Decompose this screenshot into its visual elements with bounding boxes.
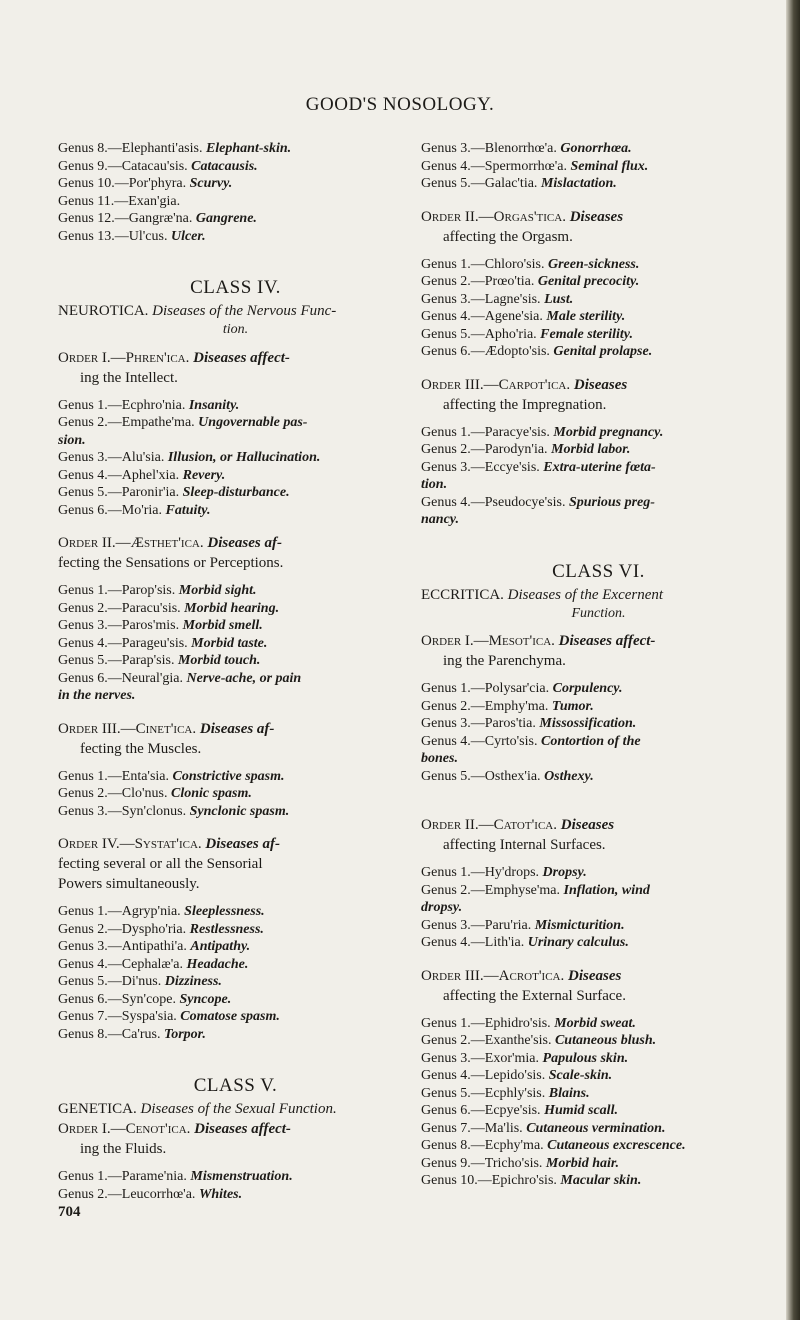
genus-description: Morbid hair.	[545, 1155, 620, 1171]
genus-description: Synclonic spasm.	[189, 803, 290, 819]
genus-name: Genus 3.—Antipathi'a.	[58, 939, 187, 954]
page-edge-shadow	[786, 0, 800, 1320]
genus-description: Mismenstruation.	[190, 1169, 293, 1184]
genus-name: Genus 9.—Catacau'sis.	[58, 158, 188, 174]
genus-entry	[421, 1120, 776, 1138]
genus-name: Genus 4.—Lith'ia.	[421, 935, 525, 950]
genus-description: Ulcer.	[170, 228, 206, 244]
order-heading-cont: fecting the Muscles.	[80, 740, 202, 757]
genus-list	[421, 864, 776, 952]
genus-entry	[421, 1032, 776, 1050]
order-heading-cont: affecting Internal Surfaces.	[443, 837, 606, 853]
genus-description: Corpulency.	[552, 681, 623, 696]
genus-entry	[421, 917, 776, 935]
order-heading-cont: ing the Fluids.	[80, 1141, 167, 1157]
genus-entry	[421, 424, 776, 442]
genus-list	[58, 582, 413, 705]
genus-description: Genital precocity.	[537, 274, 640, 289]
genus-name: Genus 1.—Paracye'sis.	[421, 424, 550, 440]
class-iv-description-cont: tion.	[222, 322, 249, 337]
genus-description: Cutaneous blush.	[554, 1033, 657, 1048]
genus-entry	[421, 715, 776, 733]
genus-description: Morbid sight.	[178, 583, 257, 598]
genus-entry	[58, 973, 413, 991]
order-heading: Order IV.—Systat'ica. Diseases af-	[58, 836, 280, 852]
genus-description: Clonic spasm.	[170, 786, 252, 801]
genus-entry	[58, 652, 413, 670]
genus-name: Genus 1.—Ecphro'nia.	[58, 397, 186, 413]
genus-entry	[421, 1172, 776, 1190]
genus-entry	[58, 617, 413, 635]
genus-entry	[58, 140, 413, 158]
genus-name: Genus 2.—Paracu'sis.	[58, 600, 181, 616]
genus-name: Genus 12.—Gangræ'na.	[58, 211, 193, 226]
genus-description: Papulous skin.	[542, 1050, 629, 1066]
genus-name: Genus 1.—Polysar'cia.	[421, 681, 550, 696]
right-column	[421, 140, 776, 1190]
order-heading-cont: fecting several or all the Sensorial	[58, 856, 263, 872]
genus-description: Headache.	[186, 956, 249, 972]
genus-name: Genus 3.—Paros'mis.	[58, 618, 180, 633]
order-heading-cont: fecting the Sensations or Perceptions.	[58, 555, 284, 571]
page-number: 704	[58, 1204, 81, 1220]
genus-name: Genus 9.—Tricho'sis.	[421, 1155, 543, 1171]
genus-entry	[58, 768, 413, 786]
genus-list	[58, 903, 413, 1043]
genus-entry	[421, 441, 776, 459]
genus-name: Genus 7.—Syspa'sia.	[58, 1009, 177, 1024]
genus-description: Male sterility.	[546, 309, 626, 324]
genus-description: Spurious preg-	[568, 494, 655, 510]
genus-description: Catacausis.	[191, 158, 258, 174]
genus-description: Morbid touch.	[177, 653, 261, 668]
genus-entry	[421, 175, 776, 193]
genus-name: Genus 3.—Paru'ria.	[421, 917, 532, 933]
genus-description: Morbid taste.	[191, 635, 268, 651]
genus-description: Extra-uterine fœta-	[543, 459, 656, 475]
genus-entry	[58, 193, 413, 211]
genus-name: Genus 7.—Ma'lis.	[421, 1120, 523, 1136]
order-heading: Order II.—Æsthet'ica. Diseases af-	[58, 535, 282, 551]
genus-description: Genital prolapse.	[553, 344, 653, 359]
genus-entry	[421, 343, 776, 361]
genus-list	[58, 140, 413, 245]
genus-entry	[421, 158, 776, 176]
genus-entry	[421, 1050, 776, 1068]
genus-description: bones.	[421, 751, 458, 766]
genus-entry	[58, 484, 413, 502]
genus-description: sion.	[58, 432, 86, 448]
genus-description: Morbid labor.	[551, 442, 631, 457]
genus-name: Genus 4.—Parageu'sis.	[58, 635, 188, 651]
genus-entry	[421, 698, 776, 716]
genus-entry	[58, 687, 413, 705]
genus-name: Genus 5.—Di'nus.	[58, 974, 162, 989]
genus-name: Genus 1.—Ephidro'sis.	[421, 1015, 551, 1031]
genus-entry	[58, 785, 413, 803]
genus-entry	[58, 938, 413, 956]
order-heading-cont: ing the Parenchyma.	[443, 653, 566, 669]
genus-description: Revery.	[182, 467, 226, 483]
genus-description: Morbid hearing.	[184, 600, 280, 616]
genus-name: Genus 4.—Spermorrhœ'a.	[421, 158, 567, 174]
genus-name: Genus 3.—Paros'tia.	[421, 716, 536, 731]
genus-description: Torpor.	[163, 1026, 206, 1042]
genus-description: Female sterility.	[540, 326, 633, 342]
genus-description: Illusion, or Hallucination.	[167, 450, 321, 465]
order-heading-cont: ing the Intellect.	[80, 369, 178, 386]
genus-description: Whites.	[198, 1186, 243, 1202]
genus-list	[58, 397, 413, 520]
genus-list	[421, 1015, 776, 1190]
genus-description: Ungovernable pas-	[198, 415, 308, 430]
genus-description: Morbid sweat.	[554, 1015, 636, 1031]
left-column	[58, 140, 413, 1221]
genus-entry	[421, 1015, 776, 1033]
genus-entry	[421, 1067, 776, 1085]
genus-entry	[58, 1008, 413, 1026]
order-heading: Order III.—Carpot'ica. Diseases	[421, 376, 628, 393]
genus-entry	[58, 228, 413, 246]
genus-description: Sleeplessness.	[184, 904, 265, 919]
genus-description: Gonorrhœa.	[560, 141, 632, 156]
genus-description: Restlessness.	[189, 921, 264, 937]
genus-description: tion.	[421, 477, 448, 492]
genus-entry	[58, 903, 413, 921]
genus-entry	[58, 670, 413, 688]
genus-name: Genus 2.—Emphy'ma.	[421, 698, 549, 714]
genus-name: Genus 3.—Blenorrhœ'a.	[421, 141, 557, 156]
genus-entry	[421, 680, 776, 698]
genus-entry	[58, 502, 413, 520]
genus-name: Genus 2.—Parodyn'ia.	[421, 442, 548, 457]
order-heading-cont: affecting the Impregnation.	[443, 396, 607, 413]
genus-name: Genus 6.—Neural'gia.	[58, 670, 183, 686]
order-heading-cont: affecting the External Surface.	[443, 987, 626, 1004]
genus-name: Genus 4.—Pseudocye'sis.	[421, 494, 566, 510]
genus-entry	[58, 991, 413, 1009]
genus-entry	[421, 459, 776, 477]
genus-entry	[58, 414, 413, 432]
genus-entry	[421, 1155, 776, 1173]
genus-entry	[58, 210, 413, 228]
class-iv-heading: CLASS IV.	[190, 277, 281, 298]
genus-entry	[421, 934, 776, 952]
genus-name: Genus 4.—Aphel'xia.	[58, 467, 180, 483]
genus-name: Genus 3.—Alu'sia.	[58, 450, 165, 465]
genus-entry	[58, 449, 413, 467]
genus-entry	[421, 899, 776, 917]
order-heading: Order I.—Mesot'ica. Diseases affect-	[421, 633, 656, 649]
genus-entry	[421, 750, 776, 768]
genus-description: Sleep-disturbance.	[182, 485, 290, 500]
genus-name: Genus 6.—Ecpye'sis.	[421, 1103, 541, 1118]
genus-name: Genus 2.—Prœo'tia.	[421, 274, 535, 289]
genus-entry	[421, 308, 776, 326]
genus-description: Morbid pregnancy.	[553, 424, 664, 440]
genus-entry	[58, 397, 413, 415]
genus-name: Genus 2.—Exanthe'sis.	[421, 1033, 552, 1048]
genus-name: Genus 5.—Ecphly'sis.	[421, 1085, 546, 1101]
genus-name: Genus 5.—Paronir'ia.	[58, 485, 180, 500]
genus-description: Dizziness.	[164, 974, 222, 989]
genus-name: Genus 5.—Galac'tia.	[421, 176, 538, 191]
genus-entry	[58, 467, 413, 485]
genus-name: Genus 11.—Exan'gia.	[58, 193, 181, 209]
genus-list	[58, 1168, 413, 1203]
genus-name: Genus 13.—Ul'cus.	[58, 228, 168, 244]
genus-name: Genus 5.—Osthex'ia.	[421, 768, 541, 784]
genus-description: Cutaneous vermination.	[526, 1120, 666, 1136]
genus-description: Missossification.	[539, 716, 637, 731]
genus-entry	[421, 511, 776, 529]
genus-description: Comatose spasm.	[180, 1009, 280, 1024]
genus-description: Macular skin.	[560, 1173, 642, 1188]
genus-name: Genus 4.—Agene'sia.	[421, 309, 543, 324]
genus-name: Genus 6.—Ædopto'sis.	[421, 344, 550, 359]
genus-entry	[58, 956, 413, 974]
genus-name: Genus 8.—Ca'rus.	[58, 1026, 161, 1042]
genus-description: Urinary calculus.	[527, 935, 629, 950]
order-heading: Order III.—Acrot'ica. Diseases	[421, 967, 622, 984]
genus-entry	[421, 494, 776, 512]
genus-description: Lust.	[544, 291, 574, 307]
order-heading: Order I.—Cenot'ica. Diseases affect-	[58, 1121, 291, 1137]
genus-description: Fatuity.	[165, 502, 211, 518]
order-heading: Order II.—Orgas'tica. Diseases	[421, 208, 624, 225]
genus-description: Scale-skin.	[548, 1068, 613, 1083]
genus-name: Genus 8.—Elephanti'asis.	[58, 141, 203, 156]
genus-entry	[421, 882, 776, 900]
genus-description: Insanity.	[188, 397, 240, 413]
order-heading-cont: affecting the Orgasm.	[443, 228, 573, 245]
genus-entry	[421, 733, 776, 751]
class-iv-description: NEUROTICA. Diseases of the Nervous Func-	[58, 303, 337, 319]
class-vi-description-cont: Function.	[571, 605, 626, 621]
genus-entry	[58, 635, 413, 653]
genus-description: Osthexy.	[544, 768, 594, 784]
genus-name: Genus 5.—Apho'ria.	[421, 326, 537, 342]
genus-description: Scurvy.	[189, 176, 233, 191]
genus-entry	[58, 921, 413, 939]
genus-name: Genus 10.—Epichro'sis.	[421, 1173, 557, 1188]
genus-description: Constrictive spasm.	[172, 768, 285, 784]
genus-description: Nerve-ache, or pain	[186, 670, 302, 686]
genus-entry	[421, 1137, 776, 1155]
genus-description: Mislactation.	[540, 176, 617, 191]
genus-name: Genus 3.—Lagne'sis.	[421, 291, 541, 307]
genus-description: Humid scall.	[544, 1103, 618, 1118]
genus-entry	[421, 140, 776, 158]
order-heading: Order III.—Cinet'ica. Diseases af-	[58, 720, 275, 737]
genus-entry	[58, 600, 413, 618]
genus-description: Gangrene.	[195, 211, 257, 226]
genus-name: Genus 1.—Parop'sis.	[58, 583, 176, 598]
genus-entry	[421, 326, 776, 344]
genus-description: Green-sickness.	[547, 256, 640, 272]
genus-entry	[421, 768, 776, 786]
genus-name: Genus 5.—Parap'sis.	[58, 653, 175, 668]
genus-name: Genus 3.—Syn'clonus.	[58, 803, 187, 819]
genus-description: in the nerves.	[58, 688, 136, 703]
genus-name: Genus 1.—Hy'drops.	[421, 865, 540, 880]
genus-list	[421, 424, 776, 529]
genus-entry	[421, 864, 776, 882]
genus-name: Genus 3.—Exor'mia.	[421, 1050, 540, 1066]
genus-name: Genus 2.—Emphyse'ma.	[421, 882, 561, 898]
genus-name: Genus 4.—Lepido'sis.	[421, 1068, 546, 1083]
class-vi-description: ECCRITICA. Diseases of the Excernent	[421, 586, 664, 603]
genus-entry	[421, 1085, 776, 1103]
genus-description: Cutaneous excrescence.	[547, 1138, 686, 1153]
genus-description: Blains.	[548, 1085, 590, 1101]
genus-description: Seminal flux.	[570, 158, 649, 174]
genus-list	[421, 680, 776, 785]
order-heading: Order I.—Phren'ica. Diseases affect-	[58, 349, 290, 366]
genus-entry	[58, 432, 413, 450]
genus-name: Genus 10.—Por'phyra.	[58, 176, 187, 191]
class-v-heading: CLASS V.	[193, 1075, 278, 1096]
genus-description: Dropsy.	[542, 865, 587, 880]
genus-list	[58, 768, 413, 821]
genus-name: Genus 6.—Syn'cope.	[58, 991, 177, 1007]
genus-name: Genus 2.—Leucorrhœ'a.	[58, 1186, 196, 1202]
running-header: GOOD'S NOSOLOGY.	[305, 94, 495, 115]
genus-name: Genus 4.—Cephalæ'a.	[58, 956, 184, 972]
genus-name: Genus 8.—Ecphy'ma.	[421, 1138, 544, 1153]
genus-description: Inflation, wind	[563, 882, 650, 898]
genus-name: Genus 1.—Chloro'sis.	[421, 256, 545, 272]
genus-entry	[421, 256, 776, 274]
genus-entry	[421, 476, 776, 494]
genus-entry	[421, 273, 776, 291]
genus-entry	[58, 1026, 413, 1044]
genus-entry	[58, 158, 413, 176]
genus-name: Genus 1.—Parame'nia.	[58, 1169, 187, 1184]
genus-name: Genus 2.—Empathe'ma.	[58, 415, 195, 430]
genus-description: Contortion of the	[540, 733, 641, 749]
genus-name: Genus 1.—Agryp'nia.	[58, 904, 181, 919]
genus-entry	[58, 175, 413, 193]
genus-name: Genus 6.—Mo'ria.	[58, 502, 163, 518]
genus-description: Tumor.	[551, 698, 594, 714]
genus-name: Genus 2.—Clo'nus.	[58, 786, 168, 801]
genus-description: dropsy.	[421, 900, 463, 915]
genus-name: Genus 4.—Cyrto'sis.	[421, 733, 538, 749]
genus-entry	[421, 291, 776, 309]
genus-description: Elephant-skin.	[205, 141, 292, 156]
order-heading: Order II.—Catot'ica. Diseases	[421, 817, 615, 833]
genus-entry	[58, 803, 413, 821]
genus-name: Genus 1.—Enta'sia.	[58, 768, 170, 784]
genus-entry	[58, 1186, 413, 1204]
genus-description: Syncope.	[179, 991, 232, 1007]
genus-name: Genus 2.—Dyspho'ria.	[58, 921, 187, 937]
class-vi-heading: CLASS VI.	[552, 560, 645, 582]
genus-name: Genus 3.—Eccye'sis.	[421, 459, 540, 475]
order-heading-cont: Powers simultaneously.	[58, 876, 200, 892]
class-v-description: GENETICA. Diseases of the Sexual Function.	[58, 1101, 337, 1117]
genus-entry	[421, 1102, 776, 1120]
genus-description: nancy.	[421, 512, 459, 527]
genus-entry	[58, 1168, 413, 1186]
genus-description: Morbid smell.	[182, 618, 263, 633]
genus-list	[421, 256, 776, 361]
genus-description: Mismicturition.	[534, 917, 625, 933]
genus-entry	[58, 582, 413, 600]
genus-description: Antipathy.	[190, 939, 251, 954]
genus-list	[421, 140, 776, 193]
